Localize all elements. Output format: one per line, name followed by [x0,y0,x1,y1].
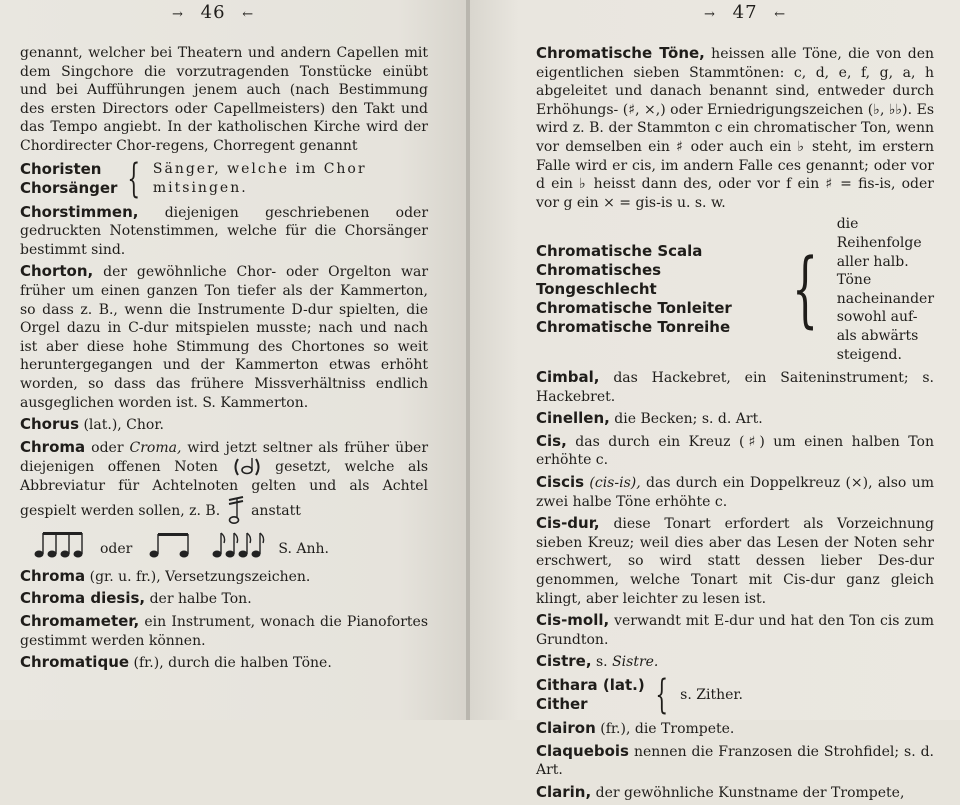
definition: der halbe Ton. [149,591,252,608]
notation-examples: oder S. Anh. [34,529,428,559]
headword: Cimbal, [536,368,600,387]
right-page [470,0,960,801]
entry-claquebois [536,742,934,780]
single-eighths-icon [212,529,264,559]
brace-icon: { [127,155,141,202]
headword: Chroma [20,566,86,585]
headword: Chromatisches Tongeschlecht [536,261,662,299]
brace-icon: { [655,672,668,718]
headword: Chromatique [20,653,130,672]
headword: Cither [536,695,588,713]
open-note-icon [232,457,262,477]
headword: Chorus [20,415,79,434]
definition: heissen alle Töne, die von den eigentlichen sieben Stammtönen: c, d, e, f, g, a, h abgeleitet und danach benannt sind, entweder durch Erhöhungs- (♯, ×,) oder Erniedrigungszeichen (♭, ♭♭). Es wird z. B. der Stammton c ein chromatischer Ton, wenn vor demselben ein ♯ oder auch ein ♭ steht, im erstern Falle wird er cis, im andern Falle ces genannt; oder vor d ein ♭ heisst dann des, oder vor f ein ♯ = fis-is, oder vor g ein × = gis-is u. s. w. [536,46,934,211]
definition: verwandt mit E-dur und hat den Ton cis zum Grundton. [536,613,934,648]
entry-cinellen [536,409,934,429]
headword: Clarin, [536,782,592,801]
entry-cistre: Cistre, s. Sistre. [536,652,659,671]
entry-chroma-gr [20,567,428,587]
entry-clairon [536,719,934,739]
definition: (gr. u. fr.), Versetzungszeichen. [89,568,311,585]
entry-cimbal [536,368,934,406]
entry-chromatique [20,653,428,673]
headword: Chromatische Töne, [536,44,705,62]
entry-chroma-diesis [20,589,428,609]
left-column [20,44,428,676]
beamed-eighths-icon [34,529,86,559]
page-number-left: → 46 ← [172,2,255,23]
headword: Cis-dur, [536,514,600,533]
entry-clarin [536,783,934,803]
definition: (lat.), Chor. [83,417,164,434]
definition: das durch ein Kreuz (♯) um einen halben Ton erhöhte c. [536,433,934,469]
entry-cis [536,432,934,470]
entry-chromatische-toene [536,44,934,212]
definition: (fr.), die Trompete. [600,721,735,737]
entry-chromatische-scala [536,215,934,364]
headword: Claquebois [536,741,629,760]
definition: diese Tonart erfordert als Vorzeichnung sieben Kreuz; weil dies aber das Lesen der Noten sehr erschwert, so wird statt dessen lieber Des-dur genommen, welche Tonart mit Cis-dur ganz gleich klingt, aber leichter zu lesen ist. [536,516,935,607]
entry-chorus [20,415,428,435]
definition: (fr.), durch die halben Töne. [133,655,332,672]
entry-cis-moll [536,611,934,649]
definition: die Becken; s. d. Art. [614,411,763,428]
definition: das durch ein Doppelkreuz (×), also um zwei halbe Töne erhöhte c. [536,475,935,510]
entry-chorstimmen [20,203,428,260]
headword: Chromameter, [20,612,140,631]
entry-chorton [20,262,428,412]
entry-chromameter [20,612,428,650]
definition: das Hackebret, ein Saiteninstrument; s. Hackebret. [536,370,935,405]
headword: Cithara (lat.) [536,676,645,694]
headword: Chromatische Tonleiter [536,299,732,318]
definition: s. Zither. [680,686,743,703]
entry-ciscis: Ciscis (cis-is), das durch ein Doppelkreuz (×), also um zwei halbe Töne erhöhte c. [536,473,935,510]
entry-cis-dur [536,514,934,608]
right-column [536,44,934,805]
definition: Sänger, welche im Chor mitsingen. [152,160,367,196]
headword: Chorstimmen, [20,202,139,221]
entry-choristen [20,155,428,202]
two-eighths-icon [146,529,198,559]
definition: der gewöhnliche Kunstname der Trompete, [595,784,905,801]
intro-paragraph: genannt, welcher bei Theatern und andern Capellen mit dem Singchore die vorzutragenden Tonstücke einübt und bei Aufführungen jenem auch (nach Bestimmung des ersten Directors oder Capellmeisters) den Takt und das Tempo angiebt. In der katholischen Kirche wird der Chordirecter Chor-regens, Chorregent genannt [20,45,428,154]
headword: Cistre, [536,652,592,671]
headword: Chromatische Tonreihe [536,318,731,337]
definition: diejenigen geschriebenen oder gedruckten Notenstimmen, welche für die Chorsänger bestimmt sind. [20,204,429,258]
headword: Cis, [536,431,567,450]
headword: Chroma [20,437,86,456]
entry-chroma: Chroma oder Croma, wird jetzt seltner als früher über diejenigen offenen Noten gesetzt, welche als Abbreviatur für Achtelnoten gelten und als Achtel gespielt werden sollen, z. B. anstatt [20,438,428,526]
headword: Chromatische Scala [536,242,703,261]
definition: nennen die Franzosen die Strohfidel; s. d. Art. [536,743,935,779]
headword: Chorsänger [20,178,118,197]
left-page [0,0,468,720]
definition: die Reihenfolge aller halb. Töne nacheinander sowohl auf- als abwärts steigend. [836,216,935,363]
headword: Clairon [536,719,596,737]
headword: Chroma diesis, [20,589,146,608]
brace-icon: { [791,241,818,337]
headword: Choristen [20,159,102,178]
definition: ein Instrument, wonach die Pianofortes gestimmt werden können. [20,614,429,649]
headword: Cis-moll, [536,611,610,630]
headword: Chorton, [20,262,94,281]
page-number-right: → 47 ← [704,2,787,23]
entry-cithara [536,672,934,718]
half-note-with-strokes-icon [225,496,247,526]
definition: der gewöhnliche Chor- oder Orgelton war früher um einen ganzen Ton tiefer als der Kammerton, so dass z. B., wenn die Instrumente D-dur spielten, die Orgel dazu in C-dur mitspielen musste; nach und nach ist aber diese hohe Stimmung des Chortones so weit heruntergegangen und der Kammerton etwas erhöht worden, so dass das frühere Missverhältniss endlich ausgeglichen worden ist. S. Kammerton. [20,264,429,411]
headword: Cinellen, [536,409,610,428]
headword: Ciscis [536,473,585,492]
